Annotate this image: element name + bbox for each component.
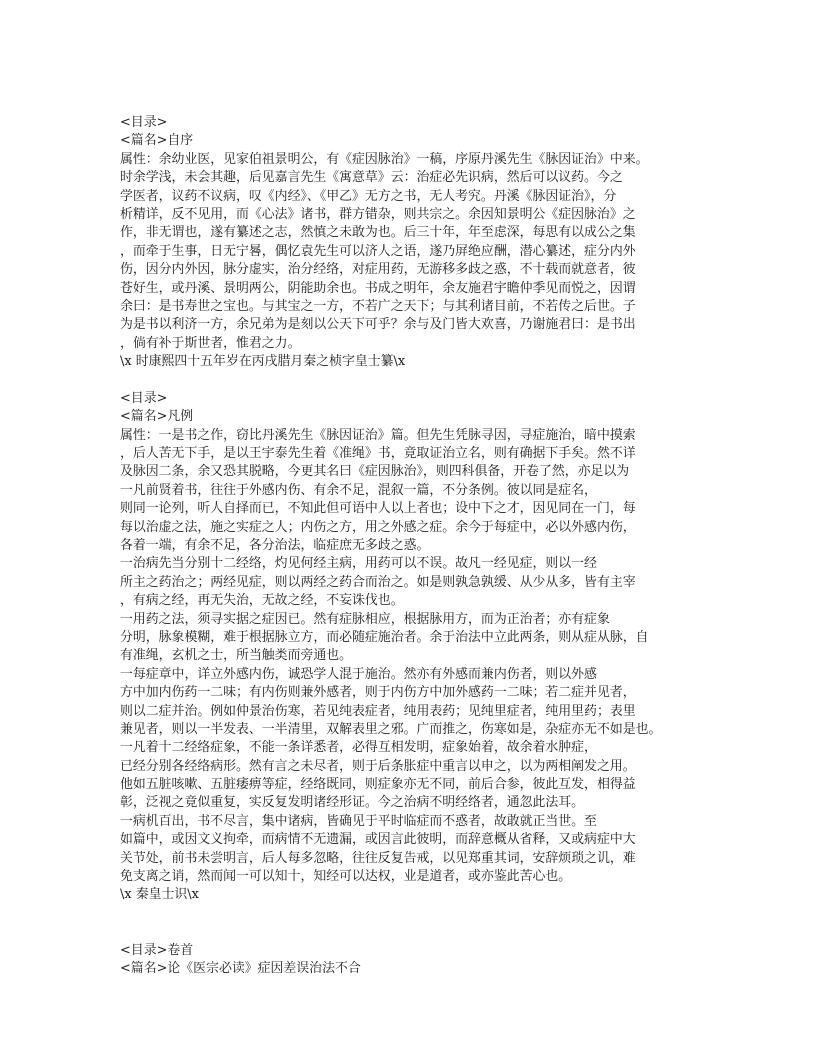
text-line: 一病机百出，书不尽言，集中诸病，皆确见于平时临症而不惑者，故敢就正当世。至 <box>120 813 597 829</box>
text-line: 及脉因二条，余又恐其脱略，今更其名曰《症因脉治》，则四科俱备，开卷了然，亦足以为 <box>120 464 630 480</box>
text-line: 属性：一是书之作，窃比丹溪先生《脉因证治》篇。但先生凭脉寻因，寻症施治，暗中摸索 <box>120 427 636 443</box>
text-line: 分明，脉象模糊，难于根据脉立方，而必随症施治者。余于治法中立此两条，则从症从脉，自 <box>120 629 649 645</box>
text-line: 已经分别各经络病形。然有言之未尽者，则于后条胀症中重言以申之，以为两相阐发之用。 <box>120 758 636 774</box>
text-line: 所主之药治之；两经见症，则以两经之药合而治之。如是则孰急孰缓、从少从多，皆有主宰 <box>120 574 636 590</box>
text-line: 一凡着十二经络症象，不能一条详悉者，必得互相发明，症象始着，故余着水肿症， <box>120 740 597 756</box>
text-line: 免支离之诮，然而闻一可以知十，知经可以达权，业是道者，或亦鉴此苦心也。 <box>120 869 572 885</box>
signature-line: \x 时康熙四十五年岁在丙戌腊月秦之桢字皇士纂\x <box>120 354 406 370</box>
text-line: 伤，因分内外因，脉分虚实，治分经络，对症用药，无游移多歧之惑，不十载而就意者，彼 <box>120 262 636 278</box>
document-page <box>120 114 720 978</box>
text-line: 属性：余幼业医，见家伯祖景明公，有《症因脉治》一稿，序原丹溪先生《脉因证治》中来。 <box>120 151 649 167</box>
toc-marker: <目录>卷首 <box>120 942 194 958</box>
chapter-title: <篇名>自序 <box>120 133 194 149</box>
text-line: 余曰：是书寿世之宝也。与其宝之一方，不若广之天下；与其利诸目前，不若传之后世。子 <box>120 298 636 314</box>
text-line: 有准绳，玄机之士，所当触类而旁通也。 <box>120 648 353 664</box>
section-conventions <box>120 390 720 923</box>
text-line: 各着一端，有余不足，各分治法，临症庶无多歧之惑。 <box>120 537 430 553</box>
text-line: 作，非无谓也，遂有纂述之志，然慎之未敢为也。后三十年，年至虑深，每思有以成公之集 <box>120 225 636 241</box>
section-preface <box>120 114 720 371</box>
section-volume-head <box>120 942 720 979</box>
text-line: 一凡前贤着书，往往于外感内伤、有余不足，混叙一篇，不分条例。彼以同是症名， <box>120 482 597 498</box>
text-line: 每以治虚之法，施之实症之人；内伤之方，用之外感之症。余今于每症中，必以外感内伤， <box>120 519 636 535</box>
text-line: 析精详，反不见用，而《心法》诸书，群方错杂，则共宗之。余因知景明公《症因脉治》之 <box>120 206 636 222</box>
text-line: 苍好生，或丹溪、景明两公，阴能助余也。书成之明年，余友施君宇瞻仲季见而悦之，因谓 <box>120 280 636 296</box>
text-line: ，而牵于生事，日无宁晷，偶忆袁先生可以济人之语，遂乃屏绝应酬，潜心纂述，症分内外 <box>120 243 636 259</box>
section-spacer <box>120 371 720 389</box>
text-line: 为是书以利济一方，余兄弟为是刻以公天下可乎？余与及门皆大欢喜，乃谢施君曰：是书出 <box>120 317 636 333</box>
text-line: 彰，泛视之竟似重复，实反复发明诸经形证。今之治病不明经络者，通忽此法耳。 <box>120 795 585 811</box>
text-line: 一每症章中，详立外感内伤，诚恐学人混于施治。然亦有外感而兼内伤者，则以外感 <box>120 666 597 682</box>
text-line: ，倘有补于斯世者，惟君之力。 <box>120 335 301 351</box>
text-line: 如篇中，或因文义拘牵，而病情不无遗漏，或因言此彼明，而辞意概从省释，又或病症中大 <box>120 832 636 848</box>
text-line: 一用药之法，须寻实据之症因已。然有症脉相应，根据脉用方，而为正治者；亦有症象 <box>120 611 610 627</box>
text-line: ，后人苦无下手，是以王宇泰先生着《准绳》书，竟取证治立名，则有确据下手矣。然不详 <box>120 446 636 462</box>
text-line: 关节处，前书未尝明言，后人每多忽略，往往反复告戒，以见郑重其词，安辞烦琐之讥，难 <box>120 850 636 866</box>
chapter-title: <篇名>凡例 <box>120 409 194 425</box>
text-line: 则以二症并治。例如仲景治伤寒，若见纯表症者，纯用表药；见纯里症者，纯用里药；表里 <box>120 703 636 719</box>
text-line: 一治病先当分别十二经络，灼见何经主病，用药可以不误。故凡一经见症，则以一经 <box>120 556 597 572</box>
signature-line <box>120 905 720 923</box>
text-line: ，有病之经，再无失治，无故之经，不妄诛伐也。 <box>120 593 404 609</box>
toc-marker: <目录> <box>120 390 168 406</box>
text-line: 兼见者，则以一半发表、一半清里，双解表里之邪。广而推之，伤寒如是，杂症亦无不如是也。 <box>120 721 662 737</box>
text-line: 方中加内伤药一二味；有内伤则兼外感者，则于内伤方中加外感药一二味；若二症并见者， <box>120 685 636 701</box>
section-spacer <box>120 923 720 941</box>
toc-marker: <目录> <box>120 115 168 130</box>
text-line: 时余学浅，未会其趣，后见嘉言先生《寓意草》云：治症必先识病，然后可以议药。今之 <box>120 170 623 186</box>
chapter-title: <篇名>论《医宗必读》症因差误治法不合 <box>120 960 361 976</box>
text-line: \x 秦皇士识\x <box>120 887 199 903</box>
text-line: 则同一论列，听人自择而已，不知此但可语中人以上者也；设中下之才，因见同在一门，每 <box>120 501 636 517</box>
text-line: 学医者，议药不议病，叹《内经》、《甲乙》无方之书，无人考究。丹溪《脉因证治》，分 <box>120 188 617 204</box>
text-line: 他如五脏咳嗽、五脏痿痹等症，经络既同，则症象亦无不同，前后合参，彼此互发，相得益 <box>120 777 636 793</box>
